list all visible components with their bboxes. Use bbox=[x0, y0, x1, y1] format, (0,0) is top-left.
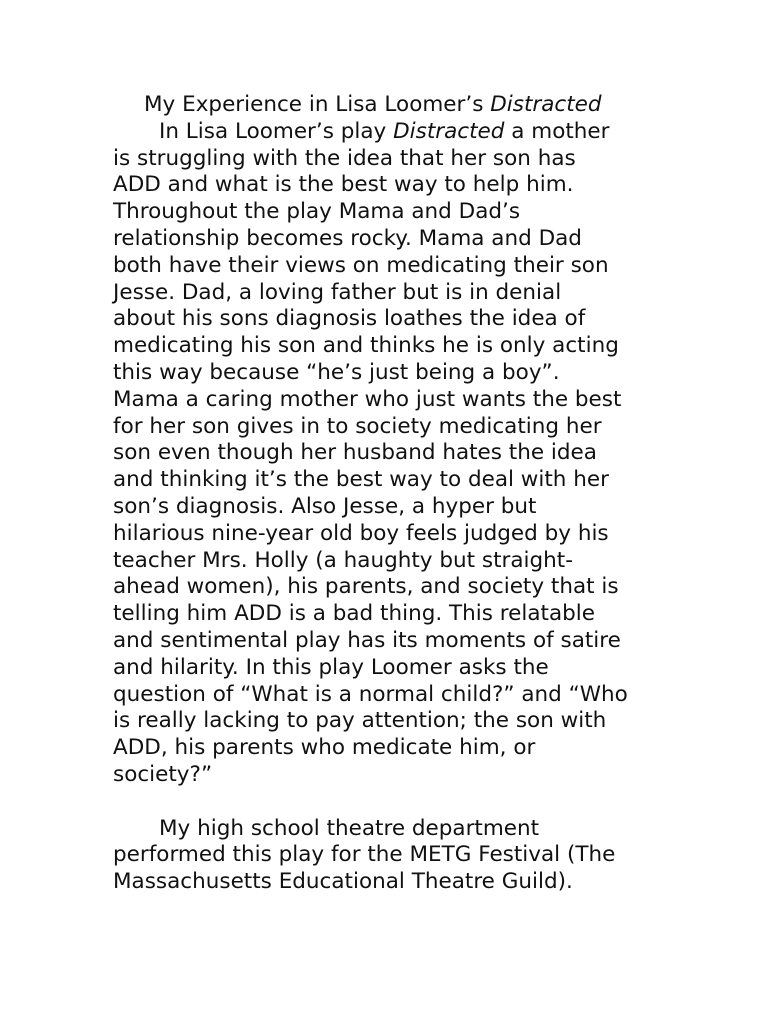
text-line: ahead women), his parents, and society that is bbox=[113, 574, 619, 600]
text-line: and thinking it’s the best way to deal with her bbox=[113, 467, 609, 493]
text-line: and sentimental play has its moments of satire bbox=[113, 627, 621, 653]
text-line: is really lacking to pay attention; the son with bbox=[113, 708, 607, 734]
text-line: Jesse. Dad, a loving father but is in denial bbox=[113, 279, 562, 305]
text-line: is struggling with the idea that her son has bbox=[113, 145, 576, 171]
text-line: Throughout the play Mama and Dad’s bbox=[113, 199, 521, 225]
title-text: My Experience in Lisa Loomer’s bbox=[144, 92, 491, 117]
text-line: ADD, his parents who medicate him, or bbox=[113, 735, 536, 761]
text-line: both have their views on medicating their son bbox=[113, 252, 609, 278]
text-line: son’s diagnosis. Also Jesse, a hyper but bbox=[113, 493, 537, 519]
text-line: performed this play for the METG Festival (The bbox=[113, 842, 616, 868]
title-play-name: Distracted bbox=[490, 92, 602, 117]
text-line: hilarious nine-year old boy feels judged by his bbox=[113, 520, 609, 546]
paragraph-gap bbox=[113, 789, 673, 816]
paragraph-1-lead: In Lisa Loomer’s play bbox=[159, 118, 394, 144]
text-line: teacher Mrs. Holly (a haughty but straight- bbox=[113, 547, 573, 573]
text-line: about his sons diagnosis loathes the idea of bbox=[113, 306, 586, 332]
paragraph-1-lead-tail: a mother bbox=[504, 118, 610, 144]
document-title bbox=[113, 92, 673, 119]
text-line: medicating his son and thinks he is only acting bbox=[113, 333, 619, 359]
text-line: telling him ADD is a bad thing. This relatable bbox=[113, 601, 595, 627]
text-line: son even though her husband hates the idea bbox=[113, 440, 597, 466]
text-line: society?” bbox=[113, 761, 213, 787]
text-line: Massachusetts Educational Theatre Guild). bbox=[113, 869, 573, 895]
text-line: ADD and what is the best way to help him. bbox=[113, 172, 574, 198]
paragraph-2-line-1: My high school theatre department bbox=[159, 815, 540, 841]
text-line: and hilarity. In this play Loomer asks the bbox=[113, 654, 549, 680]
document-body bbox=[113, 92, 673, 896]
paragraph-1-line-1 bbox=[113, 119, 673, 146]
text-line: Mama a caring mother who just wants the best bbox=[113, 386, 622, 412]
text-line: this way because “he’s just being a boy”. bbox=[113, 359, 560, 385]
paragraph-1-play-name: Distracted bbox=[393, 118, 505, 144]
text-line: for her son gives in to society medicating her bbox=[113, 413, 602, 439]
text-line: relationship becomes rocky. Mama and Dad bbox=[113, 225, 582, 251]
text-line: question of “What is a normal child?” and “Who bbox=[113, 681, 628, 707]
